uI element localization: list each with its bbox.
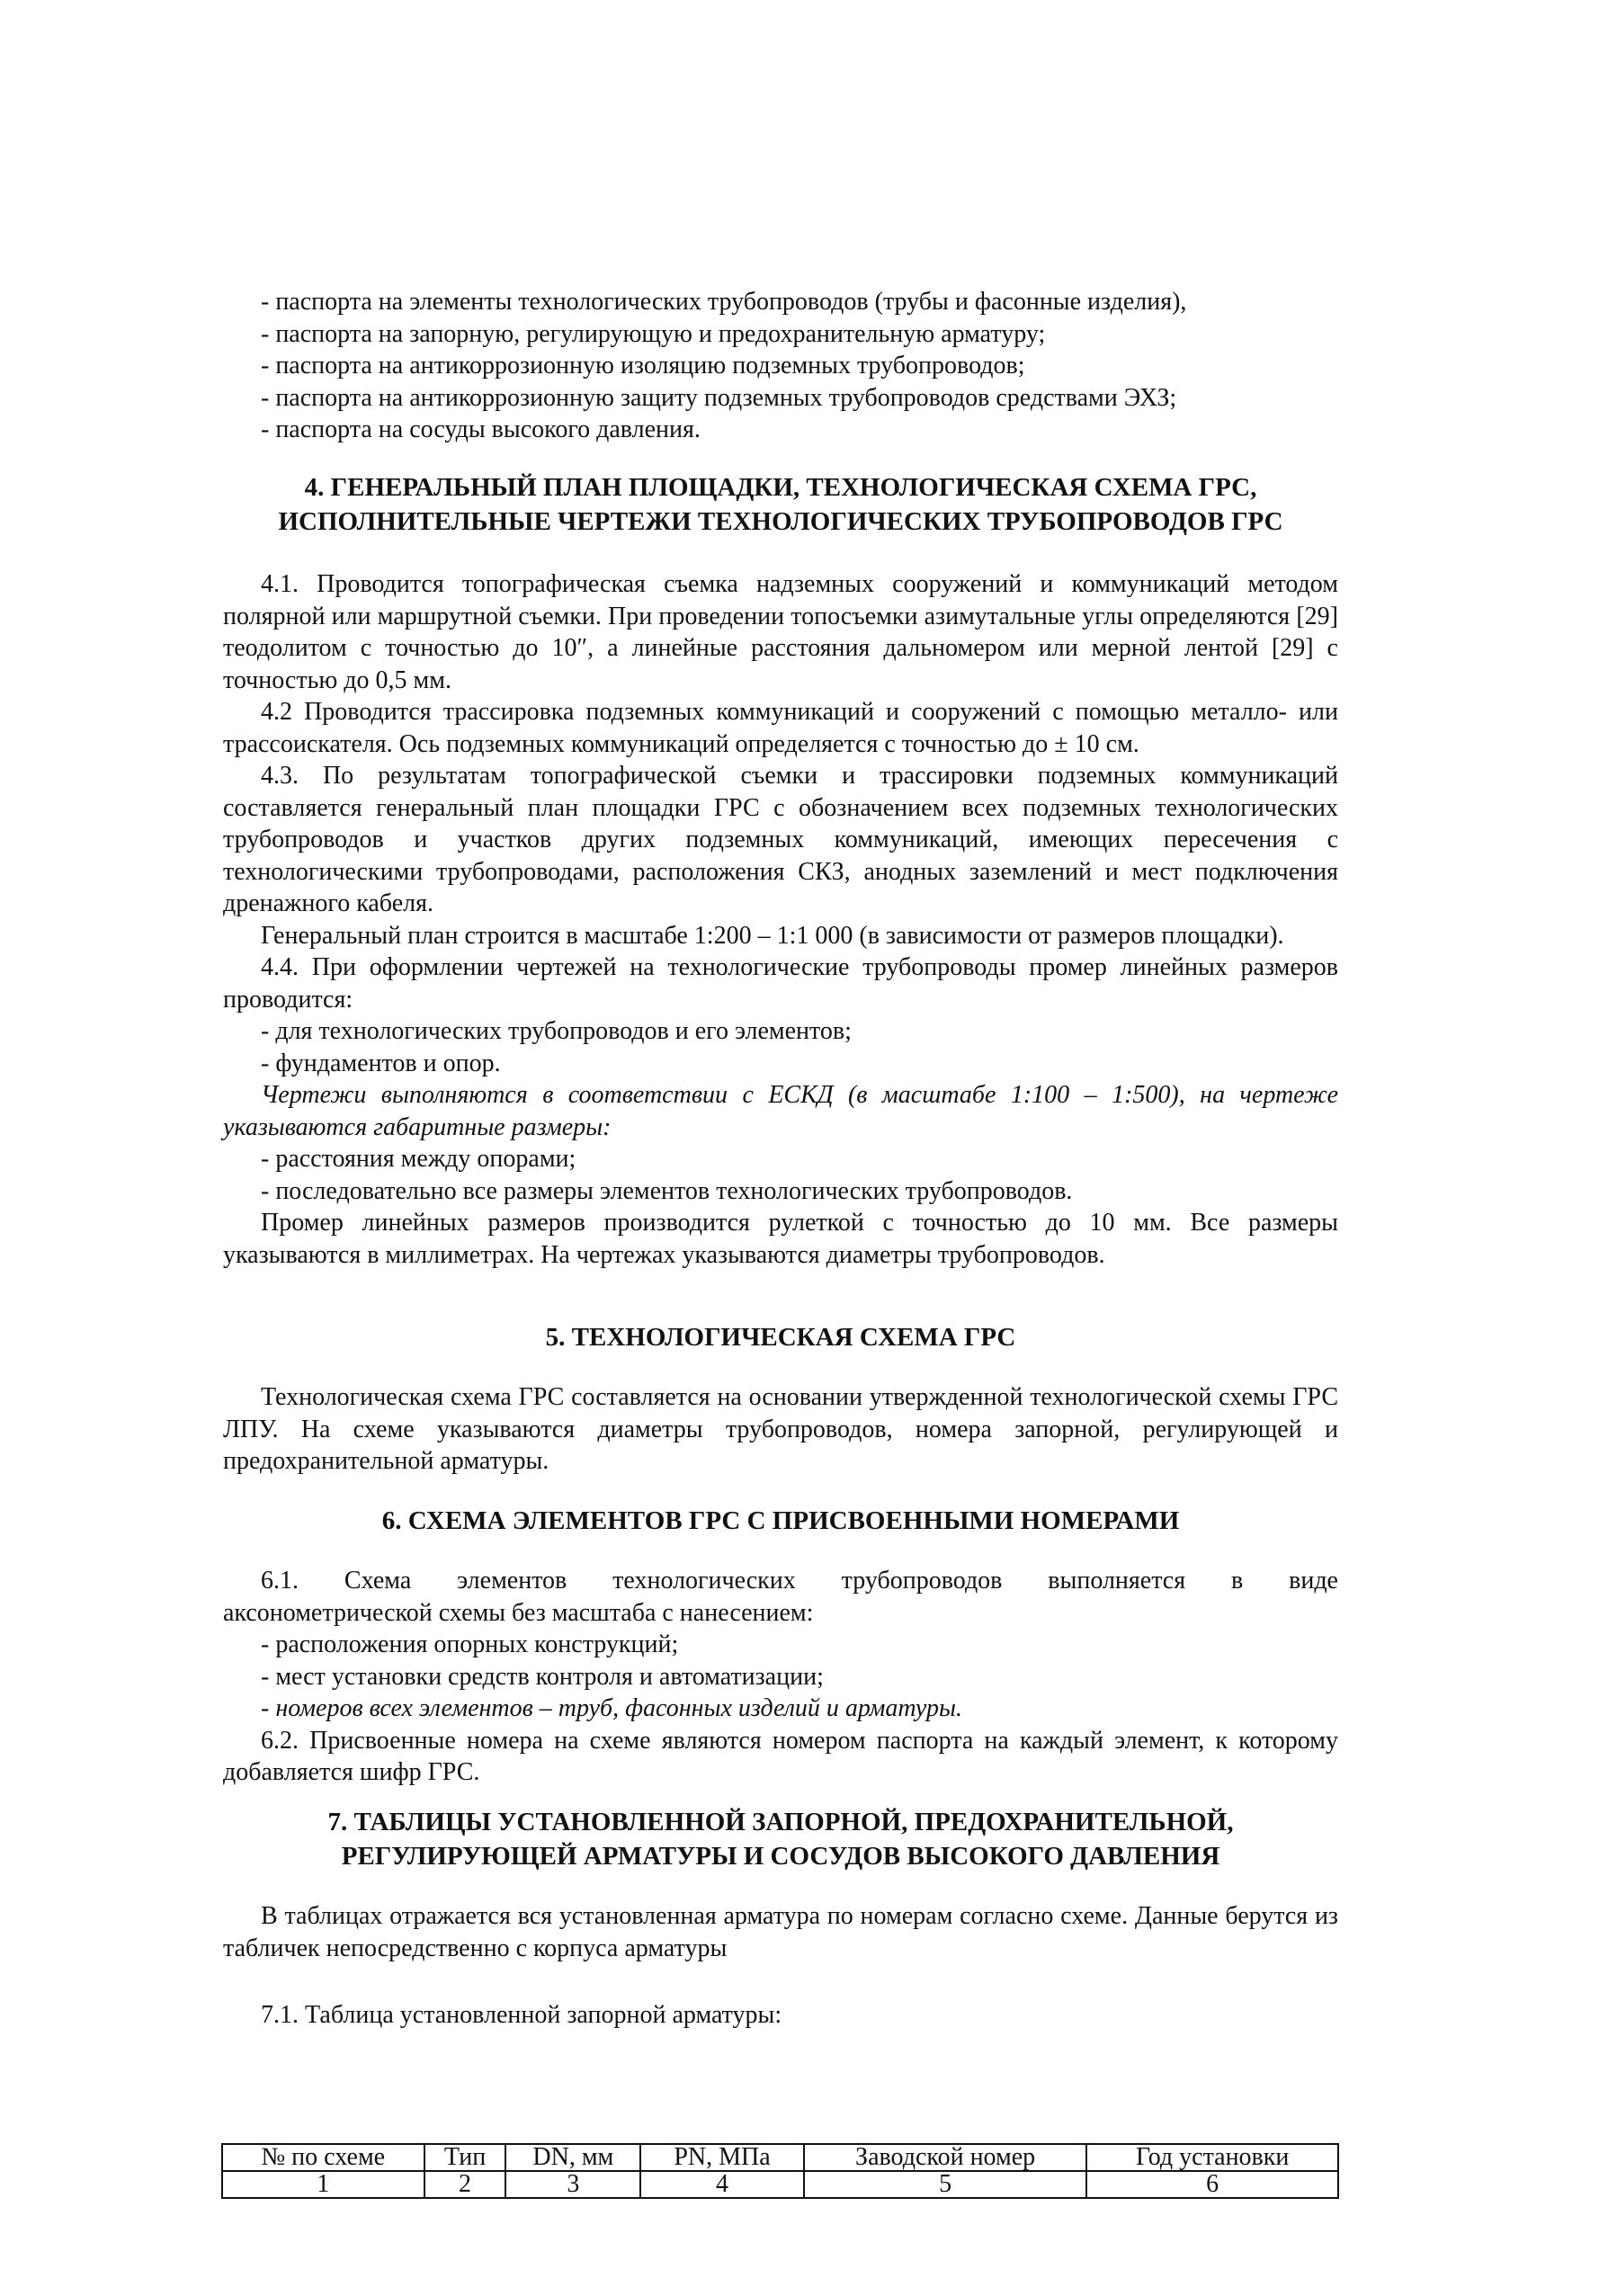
section7-heading-line1: 7. ТАБЛИЦЫ УСТАНОВЛЕННОЙ ЗАПОРНОЙ, ПРЕДОХРАНИТЕЛЬНОЙ, [327, 1808, 1234, 1836]
table-header-row [222, 2144, 1338, 2171]
section4-body [223, 568, 1338, 1271]
table-cell: 3 [505, 2171, 640, 2198]
list-item: - последовательно все размеры элементов технологических трубопроводов. [261, 1176, 1073, 1205]
section5-heading: 5. ТЕХНОЛОГИЧЕСКАЯ СХЕМА ГРС [545, 1323, 1016, 1352]
paragraph-4-2: 4.2 Проводится трассировка подземных коммуникаций и сооружений с помощью металло- или трассоискателя. Ось подземных коммуникаций определяется с точностью до ± 10 см. [223, 698, 1338, 758]
paragraph-genplan: Генеральный план строится в масштабе 1:200 – 1:1 000 (в зависимости от размеров площадки). [261, 921, 1284, 950]
table-header-cell: Заводской номер [804, 2144, 1086, 2171]
table-cell: 4 [640, 2171, 804, 2198]
list-item: - паспорта на сосуды высокого давления. [261, 415, 701, 443]
list-item: - фундаментов и опор. [261, 1049, 501, 1077]
paragraph-4-1: 4.1. Проводится топографическая съемка надземных сооружений и коммуникаций методом полярной или маршрутной съемки. При проведении топосъемки азимутальные углы определяются [29] теодолитом с точностью до 10″, а линейные расстояния дальномером или мерной лентой [29] с точностью до 0,5 мм. [223, 570, 1338, 694]
table-header-cell: Год установки [1086, 2144, 1338, 2171]
table-header-cell: № по схеме [222, 2144, 424, 2171]
table-header-cell: DN, мм [505, 2144, 640, 2171]
paragraph-6-2: 6.2. Присвоенные номера на схеме являются номером паспорта на каждый элемент, к которому добавляется шифр ГРС. [223, 1726, 1338, 1786]
table-cell: 2 [424, 2171, 506, 2198]
section7-heading-line2: РЕГУЛИРУЮЩЕЙ АРМАТУРЫ И СОСУДОВ ВЫСОКОГО ДАВЛЕНИЯ [341, 1842, 1220, 1871]
list-item: - мест установки средств контроля и автоматизации; [261, 1662, 824, 1691]
table-header-cell: PN, МПа [640, 2144, 804, 2171]
list-item: - для технологических трубопроводов и его элементов; [261, 1017, 852, 1045]
table-cell: 1 [222, 2171, 424, 2198]
paragraph-measure: Промер линейных размеров производится рулеткой с точностью до 10 мм. Все размеры указываются в миллиметрах. На чертежах указываются диаметры трубопроводов. [223, 1209, 1338, 1269]
table-header-cell: Тип [424, 2144, 506, 2171]
intro-list [223, 286, 1338, 446]
section5-body [223, 1381, 1338, 1478]
list-item: - паспорта на антикоррозионную защиту подземных трубопроводов средствами ЭХЗ; [261, 383, 1177, 412]
paragraph-5-1: Технологическая схема ГРС составляется на основании утвержденной технологической схемы ГРС ЛПУ. На схеме указываются диаметры трубопроводов, номера запорной, регулирующей и предохранительной арматуры. [223, 1383, 1338, 1475]
list-item: - паспорта на антикоррозионную изоляцию подземных трубопроводов; [261, 352, 1025, 380]
list-item: - расположения опорных конструкций; [261, 1630, 679, 1658]
list-item: - паспорта на элементы технологических трубопроводов (трубы и фасонные изделия), [261, 288, 1187, 316]
section4-heading-line1: 4. ГЕНЕРАЛЬНЫЙ ПЛАН ПЛОЩАДКИ, ТЕХНОЛОГИЧЕСКАЯ СХЕМА ГРС, [304, 473, 1257, 502]
list-item: - номеров всех элементов – труб, фасонных изделий и арматуры. [261, 1694, 962, 1722]
section6-body [223, 1565, 1338, 1789]
paragraph-4-3: 4.3. По результатам топографической съемки и трассировки подземных коммуникаций составляется генеральный план площадки ГРС с обозначением всех подземных технологических трубопроводов и участков других подземных коммуникаций, имеющих пересечения с технологическими трубопроводами, расположения СКЗ, анодных заземлений и мест подключения дренажного кабеля. [223, 762, 1338, 917]
section4-heading-line2: ИСПОЛНИТЕЛЬНЫЕ ЧЕРТЕЖИ ТЕХНОЛОГИЧЕСКИХ ТРУБОПРОВОДОВ ГРС [278, 507, 1283, 536]
paragraph-7: В таблицах отражается вся установленная арматура по номерам согласно схеме. Данные берутся из табличек непосредственно с корпуса арматуры [223, 1902, 1338, 1962]
table-row [222, 2171, 1338, 2198]
list-item: - паспорта на запорную, регулирующую и предохранительную арматуру; [261, 319, 1046, 348]
section6-heading: 6. СХЕМА ЭЛЕМЕНТОВ ГРС С ПРИСВОЕННЫМИ НОМЕРАМИ [381, 1506, 1180, 1535]
valve-table [221, 2143, 1339, 2199]
section7-1-caption [223, 1999, 1338, 2032]
paragraph-7-1: 7.1. Таблица установленной запорной арматуры: [261, 2001, 782, 2029]
table-cell: 6 [1086, 2171, 1338, 2198]
paragraph-6-1-line1: 6.1. Схема элементов технологических трубопроводов выполняется в виде [261, 1567, 1338, 1595]
list-item: - расстояния между опорами; [261, 1145, 576, 1173]
paragraph-drawings: Чертежи выполняются в соответствии с ЕСКД (в масштабе 1:100 – 1:500), на чертеже указываются габаритные размеры: [223, 1081, 1338, 1141]
paragraph-4-4: 4.4. При оформлении чертежей на технологические трубопроводы промер линейных размеров проводится: [223, 953, 1338, 1014]
table-cell: 5 [804, 2171, 1086, 2198]
section7-body [223, 1900, 1338, 1964]
paragraph-6-1-line2: аксонометрической схемы без масштаба с нанесением: [223, 1598, 814, 1627]
